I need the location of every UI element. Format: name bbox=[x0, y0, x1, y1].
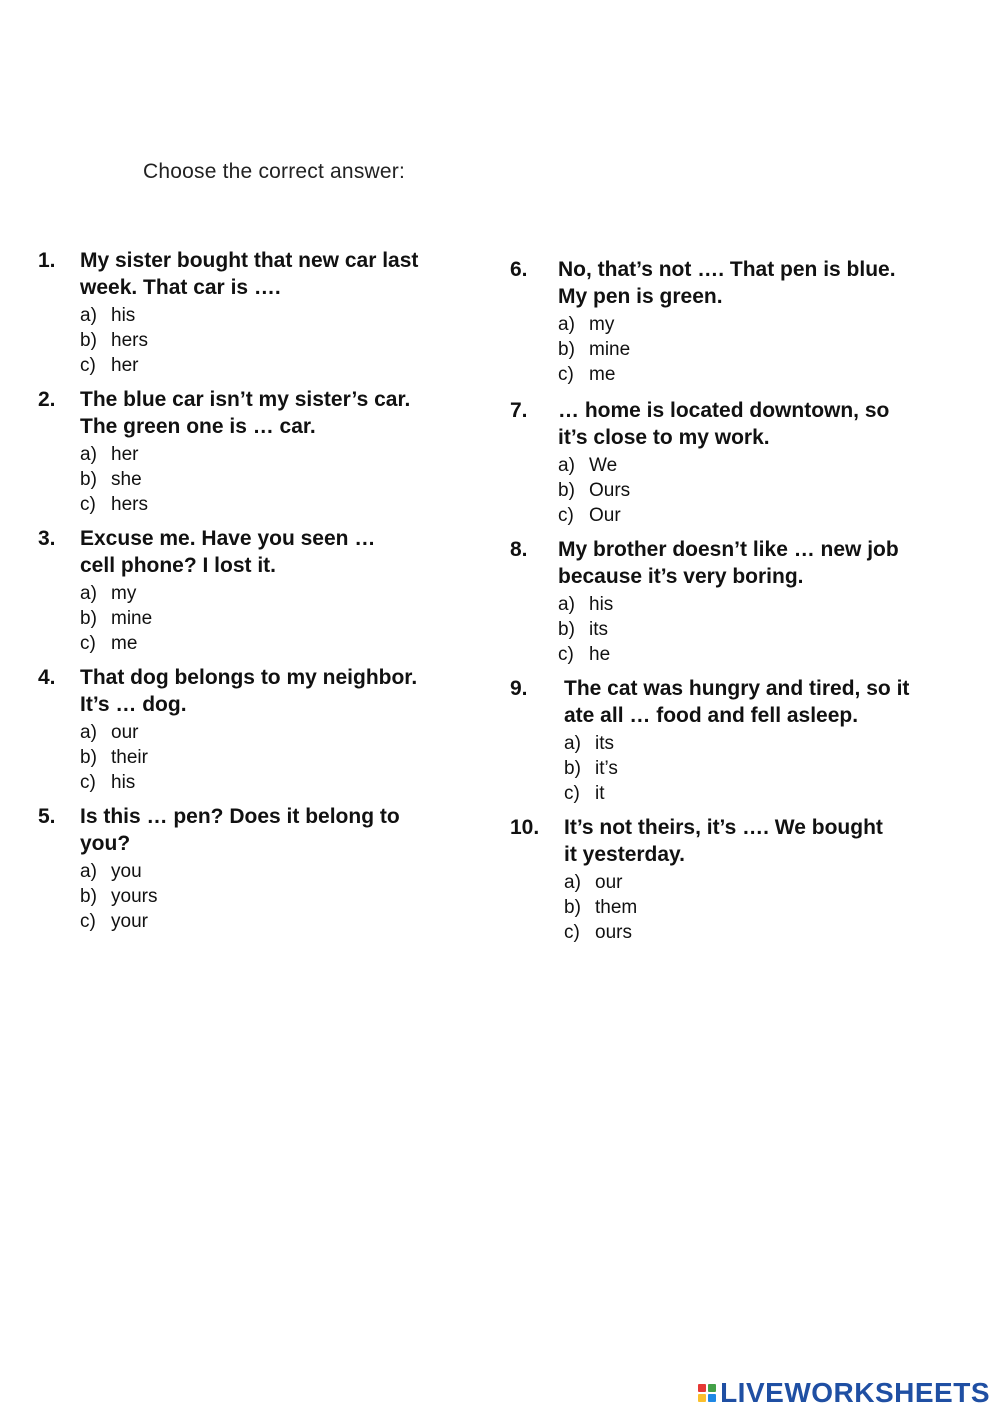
question-text: That dog belongs to my neighbor. It’s … dog. bbox=[80, 666, 418, 716]
question-2 bbox=[38, 386, 488, 517]
option-text: Ours bbox=[589, 480, 631, 501]
option-letter: a) bbox=[558, 314, 575, 335]
logo-square-yellow bbox=[698, 1394, 706, 1402]
option-letter: c) bbox=[80, 633, 96, 654]
option-b[interactable] bbox=[80, 328, 488, 353]
question-7 bbox=[510, 397, 980, 528]
option-letter: c) bbox=[564, 922, 580, 943]
option-b[interactable] bbox=[558, 478, 980, 503]
options-list bbox=[80, 859, 488, 934]
option-text: mine bbox=[589, 339, 631, 360]
option-a[interactable] bbox=[564, 731, 980, 756]
options-list bbox=[558, 592, 980, 667]
option-text: his bbox=[111, 772, 136, 793]
options-list bbox=[564, 870, 980, 945]
question-number: 6. bbox=[510, 258, 528, 281]
option-letter: a) bbox=[80, 305, 97, 326]
option-letter: b) bbox=[80, 469, 97, 490]
question-number: 10. bbox=[510, 816, 540, 839]
question-number: 7. bbox=[510, 399, 528, 422]
option-letter: a) bbox=[80, 722, 97, 743]
option-text: it’s bbox=[595, 758, 618, 779]
option-text: Our bbox=[589, 505, 621, 526]
option-text: it bbox=[595, 783, 605, 804]
option-c[interactable] bbox=[80, 770, 488, 795]
option-a[interactable] bbox=[558, 312, 980, 337]
option-text: its bbox=[595, 733, 614, 754]
question-3 bbox=[38, 525, 488, 656]
option-letter: b) bbox=[564, 758, 581, 779]
option-letter: b) bbox=[80, 886, 97, 907]
questions-right-column bbox=[510, 256, 980, 945]
option-text: me bbox=[589, 364, 616, 385]
option-letter: c) bbox=[80, 355, 96, 376]
question-1 bbox=[38, 247, 488, 378]
option-a[interactable] bbox=[80, 720, 488, 745]
option-text: his bbox=[589, 594, 614, 615]
option-a[interactable] bbox=[80, 442, 488, 467]
option-text: she bbox=[111, 469, 142, 490]
option-text: his bbox=[111, 305, 136, 326]
option-letter: a) bbox=[558, 594, 575, 615]
question-6 bbox=[510, 256, 980, 387]
option-letter: b) bbox=[80, 608, 97, 629]
option-text: our bbox=[111, 722, 139, 743]
option-text: their bbox=[111, 747, 148, 768]
option-letter: b) bbox=[558, 619, 575, 640]
option-a[interactable] bbox=[558, 453, 980, 478]
question-text: … home is located downtown, so it’s close to my work. bbox=[558, 399, 890, 449]
question-text: No, that’s not …. That pen is blue. My pen is green. bbox=[558, 258, 896, 308]
option-text: your bbox=[111, 911, 148, 932]
option-a[interactable] bbox=[80, 859, 488, 884]
logo-square-blue bbox=[708, 1394, 716, 1402]
option-letter: a) bbox=[80, 861, 97, 882]
option-c[interactable] bbox=[80, 492, 488, 517]
option-b[interactable] bbox=[564, 756, 980, 781]
option-text: hers bbox=[111, 494, 148, 515]
option-text: ours bbox=[595, 922, 632, 943]
option-a[interactable] bbox=[80, 303, 488, 328]
option-a[interactable] bbox=[564, 870, 980, 895]
option-text: mine bbox=[111, 608, 153, 629]
question-text: The cat was hungry and tired, so it ate all … food and fell asleep. bbox=[564, 677, 910, 727]
question-8 bbox=[510, 536, 980, 667]
option-letter: c) bbox=[558, 505, 574, 526]
option-text: its bbox=[589, 619, 608, 640]
question-number: 9. bbox=[510, 677, 528, 700]
question-text: Excuse me. Have you seen … cell phone? I lost it. bbox=[80, 527, 376, 577]
logo-text: LIVEWORKSHEETS bbox=[720, 1377, 990, 1408]
option-letter: b) bbox=[564, 897, 581, 918]
option-letter: c) bbox=[80, 911, 96, 932]
options-list bbox=[564, 731, 980, 806]
option-text: me bbox=[111, 633, 138, 654]
option-text: them bbox=[595, 897, 638, 918]
option-letter: b) bbox=[80, 330, 97, 351]
options-list bbox=[80, 720, 488, 795]
option-b[interactable] bbox=[80, 467, 488, 492]
option-c[interactable] bbox=[558, 642, 980, 667]
option-letter: a) bbox=[558, 455, 575, 476]
option-text: hers bbox=[111, 330, 148, 351]
question-text: My brother doesn’t like … new job because it’s very boring. bbox=[558, 538, 899, 588]
logo-square-green bbox=[708, 1384, 716, 1392]
option-letter: c) bbox=[80, 494, 96, 515]
option-c[interactable] bbox=[564, 781, 980, 806]
instruction-text: Choose the correct answer: bbox=[143, 160, 405, 183]
option-text: We bbox=[589, 455, 618, 476]
option-letter: c) bbox=[558, 644, 574, 665]
question-number: 1. bbox=[38, 249, 56, 272]
logo-mark-icon bbox=[698, 1384, 716, 1402]
option-c[interactable] bbox=[80, 353, 488, 378]
option-b[interactable] bbox=[558, 337, 980, 362]
options-list bbox=[80, 442, 488, 517]
option-letter: c) bbox=[564, 783, 580, 804]
option-letter: a) bbox=[80, 444, 97, 465]
option-letter: c) bbox=[80, 772, 96, 793]
option-letter: a) bbox=[564, 733, 581, 754]
option-a[interactable] bbox=[80, 581, 488, 606]
option-text: our bbox=[595, 872, 623, 893]
option-b[interactable] bbox=[80, 884, 488, 909]
option-c[interactable] bbox=[558, 503, 980, 528]
option-text: yours bbox=[111, 886, 158, 907]
option-b[interactable] bbox=[564, 895, 980, 920]
option-c[interactable] bbox=[80, 909, 488, 934]
logo-square-red bbox=[698, 1384, 706, 1392]
options-list bbox=[558, 453, 980, 528]
question-4 bbox=[38, 664, 488, 795]
option-letter: a) bbox=[80, 583, 97, 604]
option-b[interactable] bbox=[80, 606, 488, 631]
question-9 bbox=[510, 675, 980, 806]
option-b[interactable] bbox=[80, 745, 488, 770]
option-text: her bbox=[111, 355, 139, 376]
option-letter: a) bbox=[564, 872, 581, 893]
option-letter: b) bbox=[558, 480, 575, 501]
option-letter: b) bbox=[558, 339, 575, 360]
question-5 bbox=[38, 803, 488, 934]
question-10 bbox=[510, 814, 980, 945]
options-list bbox=[558, 312, 980, 387]
option-b[interactable] bbox=[558, 617, 980, 642]
option-text: her bbox=[111, 444, 139, 465]
question-number: 5. bbox=[38, 805, 56, 828]
question-number: 2. bbox=[38, 388, 56, 411]
question-text: Is this … pen? Does it belong to you? bbox=[80, 805, 400, 855]
option-text: you bbox=[111, 861, 142, 882]
question-number: 4. bbox=[38, 666, 56, 689]
question-text: My sister bought that new car last week. That car is …. bbox=[80, 249, 419, 299]
option-c[interactable] bbox=[558, 362, 980, 387]
question-text: The blue car isn’t my sister’s car. The green one is … car. bbox=[80, 388, 411, 438]
question-number: 3. bbox=[38, 527, 56, 550]
question-number: 8. bbox=[510, 538, 528, 561]
questions-left-column bbox=[38, 247, 488, 934]
option-c[interactable] bbox=[564, 920, 980, 945]
options-list bbox=[80, 303, 488, 378]
option-text: he bbox=[589, 644, 611, 665]
option-text: my bbox=[589, 314, 615, 335]
options-list bbox=[80, 581, 488, 656]
option-letter: b) bbox=[80, 747, 97, 768]
option-text: my bbox=[111, 583, 137, 604]
liveworksheets-logo bbox=[698, 1377, 990, 1409]
question-text: It’s not theirs, it’s …. We bought it yesterday. bbox=[564, 816, 883, 866]
option-a[interactable] bbox=[558, 592, 980, 617]
option-letter: c) bbox=[558, 364, 574, 385]
option-c[interactable] bbox=[80, 631, 488, 656]
